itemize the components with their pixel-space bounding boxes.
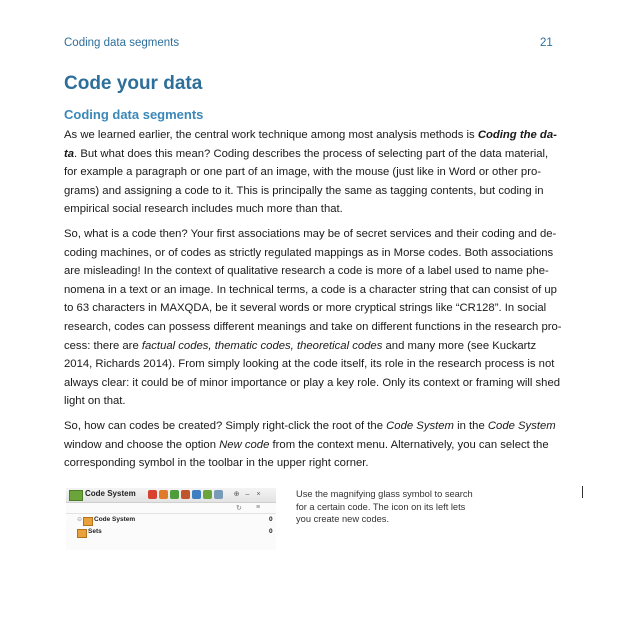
- paragraph-2: So, what is a code then? Your first associations may be of secret services and their coding and de-coding machines, or of codes as strictly regulated mappings as in Morse codes. Both associations are misleading! In the context of qualitative research a code is more of a label used to name phe-nomena in a text or an image. In technical terms, a code is a character string that can consist of up to 63 characters in MAXQDA, be it several words or more cryptical strings like “CR128”. In social research, codes can possess different meanings and take on different functions in the research pro-cess: there are factual codes, thematic codes, theoretical codes and many more (see Kuckartz 2014, Richards 2014). From simply looking at the code itself, its role in the research process is not always clear: it could be of minor importance or play a key role. Only its context or framing will shed light on that.: [64, 227, 562, 408]
- sets-icon: [77, 529, 87, 538]
- code-system-header: [66, 488, 276, 503]
- body-text: [64, 126, 564, 479]
- running-title: Coding data segments: [64, 37, 180, 49]
- code-system-screenshot: [66, 488, 276, 550]
- properties-icon[interactable]: [181, 490, 190, 499]
- folder-icon: [83, 517, 93, 526]
- options-icon[interactable]: ≡: [256, 504, 261, 511]
- code-system-subtoolbar: [66, 503, 276, 514]
- new-set-icon[interactable]: [159, 490, 168, 499]
- paragraph-1: As we learned earlier, the central work technique among most analysis methods is Coding the da-ta. But what does this mean? Coding describes the process of selecting part of the data material, for example a paragraph or one part of an image, with the mouse (just like in Word or other pro-grams) and assigning a code to it. This is principally the same as tagging contents, but coding in empirical social research includes much more than that.: [64, 129, 557, 216]
- expand-icon[interactable]: ⊖: [77, 517, 83, 523]
- pin-icon[interactable]: ⊕: [233, 491, 240, 498]
- page-number: 21: [540, 37, 553, 49]
- new-code-icon[interactable]: [148, 490, 157, 499]
- section-title: Coding data segments: [64, 107, 204, 122]
- code-system-icon: [69, 490, 83, 501]
- margin-marker: [582, 486, 583, 498]
- close-icon[interactable]: ×: [256, 491, 261, 498]
- chapter-title: Code your data: [64, 73, 203, 94]
- color-icon[interactable]: [170, 490, 179, 499]
- tag-icon[interactable]: [203, 490, 212, 499]
- paragraph-3: So, how can codes be created? Simply right-click the root of the Code System in the Code System window and choose the option New code from the context menu. Alternatively, you can select the corresponding symbol in the toolbar in the upper right corner.: [64, 419, 556, 470]
- search-icon[interactable]: [214, 490, 223, 499]
- minimize-icon[interactable]: –: [245, 491, 250, 498]
- table-icon[interactable]: [192, 490, 201, 499]
- refresh-icon[interactable]: ↻: [236, 505, 242, 512]
- code-system-title: Code System: [85, 489, 136, 498]
- figure-caption: Use the magnifying glass symbol to search for a certain code. The icon on its left lets you create new codes.: [296, 489, 473, 524]
- tree-row-sets[interactable]: Sets 0: [66, 528, 276, 539]
- tree-row-code-system[interactable]: ⊖ Code System 0: [66, 516, 276, 527]
